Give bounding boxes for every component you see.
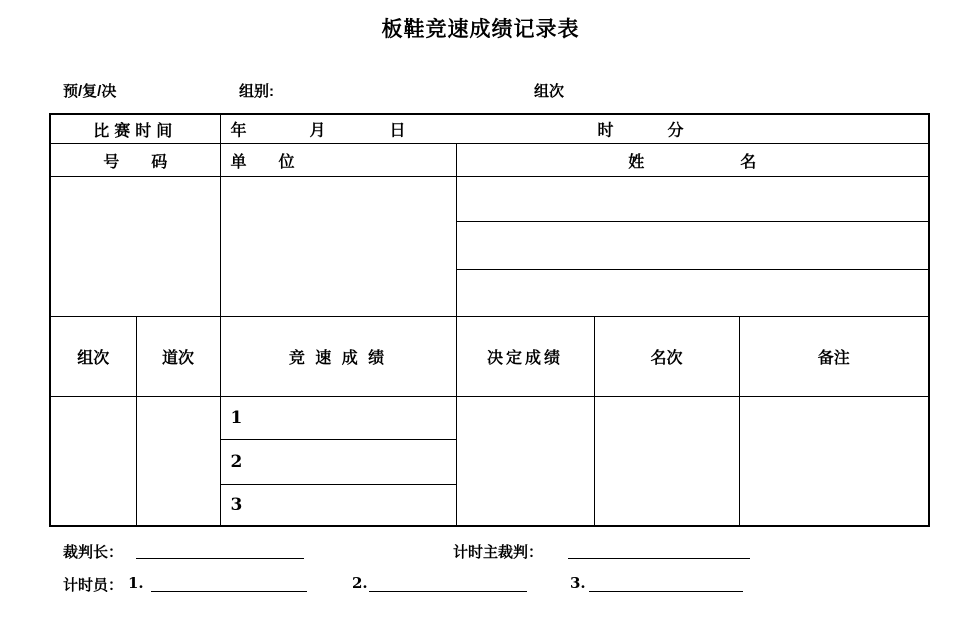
name-entry-cell-3 bbox=[456, 270, 929, 317]
remarks-column-header: 备注 bbox=[739, 317, 929, 397]
lane-entry-cell bbox=[136, 397, 220, 527]
lane-column-header: 道次 bbox=[136, 317, 220, 397]
chief-timekeeper-label: 计时主裁判： bbox=[453, 544, 544, 561]
timekeeper-2-label: 2. bbox=[352, 574, 368, 592]
number-label: 号 码 bbox=[50, 144, 220, 177]
race-score-column-header: 竞 速 成 绩 bbox=[220, 317, 456, 397]
score-row-1 bbox=[50, 397, 929, 440]
page-title: 板鞋竞速成绩记录表 bbox=[381, 18, 580, 41]
round-type-label: 预/复/决 bbox=[63, 83, 117, 100]
unit-label: 单 位 bbox=[220, 144, 456, 177]
competition-time-label: 比赛时间 bbox=[50, 114, 220, 144]
timekeeper-1-label: 1. bbox=[128, 574, 144, 592]
remarks-entry-cell bbox=[739, 397, 929, 527]
final-score-column-header: 决定成绩 bbox=[456, 317, 594, 397]
number-entry-cell bbox=[50, 177, 220, 317]
id-header-row bbox=[50, 144, 929, 177]
timekeeper-3-blank bbox=[589, 574, 743, 592]
heat-column-header: 组次 bbox=[50, 317, 136, 397]
day-label: 日 bbox=[389, 122, 406, 140]
attempt-2-label: 2 bbox=[220, 440, 456, 485]
timekeeper-1-blank bbox=[151, 574, 307, 592]
timekeeper-3-label: 3. bbox=[570, 574, 586, 592]
name-entry-cell-2 bbox=[456, 222, 929, 270]
unit-entry-cell bbox=[220, 177, 456, 317]
rank-entry-cell bbox=[594, 397, 739, 527]
chief-referee-blank bbox=[136, 541, 304, 559]
name-label: 姓 名 bbox=[456, 144, 929, 177]
attempt-1-label: 1 bbox=[220, 397, 456, 440]
chief-referee-label: 裁判长： bbox=[63, 544, 124, 561]
attempt-3-label: 3 bbox=[220, 485, 456, 527]
month-label: 月 bbox=[309, 122, 326, 140]
year-label: 年 bbox=[230, 122, 247, 140]
group-label: 组别: bbox=[239, 83, 274, 100]
record-table bbox=[49, 113, 930, 527]
final-score-entry-cell bbox=[456, 397, 594, 527]
hour-label: 时 bbox=[597, 122, 614, 140]
heat-entry-cell bbox=[50, 397, 136, 527]
meta-line bbox=[0, 80, 961, 100]
datetime-cell bbox=[220, 114, 929, 144]
entry-row-1 bbox=[50, 177, 929, 222]
timekeeper-label: 计时员： bbox=[63, 577, 124, 594]
rank-column-header: 名次 bbox=[594, 317, 739, 397]
minute-label: 分 bbox=[667, 122, 684, 140]
timekeeper-2-blank bbox=[369, 574, 527, 592]
heat-label: 组次 bbox=[534, 83, 565, 100]
time-row bbox=[50, 114, 929, 144]
name-entry-cell-1 bbox=[456, 177, 929, 222]
chief-timekeeper-blank bbox=[568, 541, 750, 559]
score-header-row bbox=[50, 317, 929, 397]
